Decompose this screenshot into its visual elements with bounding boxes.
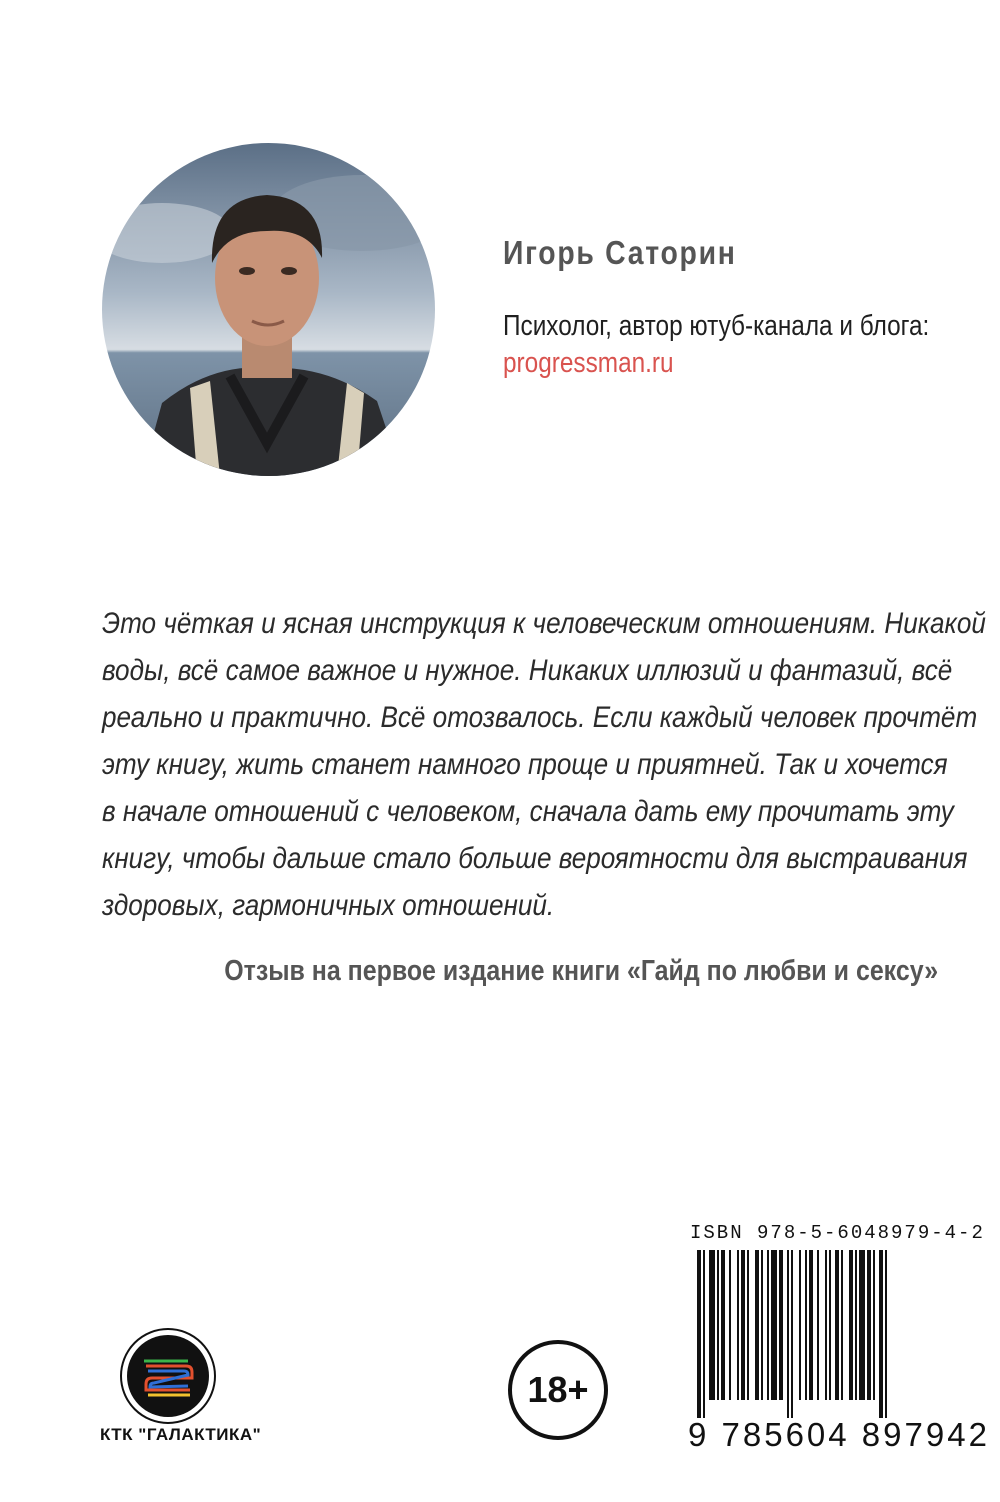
isbn-label: ISBN 978-5-6048979-4-2 [690,1222,985,1244]
barcode-bar [817,1250,819,1400]
barcode-bar [829,1250,831,1400]
review-line: Это чёткая и ясная инструкция к человеческим отношениям. Никакой [102,607,986,640]
barcode-bar [717,1250,719,1400]
barcode-bar [835,1250,839,1400]
barcode-bar [855,1250,857,1400]
barcode-digits: 9 785604 897942 [688,1416,990,1453]
review-line: книгу, чтобы дальше стало больше вероятности для выстраивания [102,842,968,875]
review-text [102,600,986,929]
barcode-bar [729,1250,731,1400]
author-name: Игорь Саторин [503,234,737,271]
barcode-bar [867,1250,871,1400]
barcode-bar [721,1250,725,1400]
review-source: Отзыв на первое издание книги «Гайд по любви и сексу» [224,955,938,987]
barcode-bar [741,1250,745,1400]
author-website-link[interactable]: progressman.ru [503,347,674,379]
barcode [697,1250,949,1418]
barcode-bar [737,1250,739,1400]
author-description: Психолог, автор ютуб-канала и блога: [503,310,930,342]
barcode-bar [767,1250,769,1400]
barcode-bar [825,1250,827,1400]
barcode-bar [809,1250,813,1400]
review-line: здоровых, гармоничных отношений. [102,889,555,922]
review-line: воды, всё самое важное и нужное. Никаких иллюзий и фантазий, всё [102,654,953,687]
barcode-bar [747,1250,749,1400]
barcode-bar [841,1250,843,1400]
barcode-bar [879,1250,883,1418]
publisher-name: КТК "ГАЛАКТИКА" [100,1425,262,1444]
barcode-bar [779,1250,783,1400]
barcode-bar [873,1250,875,1400]
barcode-bar [697,1250,701,1418]
barcode-bar [799,1250,801,1400]
barcode-bar [787,1250,789,1418]
review-line: эту книгу, жить станет намного проще и приятней. Так и хочется [102,748,948,781]
barcode-bar [859,1250,865,1400]
barcode-bar [755,1250,759,1400]
barcode-bar [849,1250,853,1400]
barcode-bar [791,1250,793,1418]
review-line: реально и практично. Всё отозвалось. Если каждый человек прочтёт [102,701,978,734]
publisher-logo-icon [118,1326,218,1426]
author-photo [102,143,435,476]
barcode-bar [885,1250,887,1418]
barcode-bar [703,1250,705,1418]
barcode-bar [709,1250,715,1400]
review-line: в начале отношений с человеком, сначала дать ему прочитать эту [102,795,954,828]
barcode-bar [761,1250,763,1400]
barcode-bar [771,1250,777,1400]
barcode-bar [805,1250,807,1400]
age-rating-badge: 18+ [508,1340,608,1440]
